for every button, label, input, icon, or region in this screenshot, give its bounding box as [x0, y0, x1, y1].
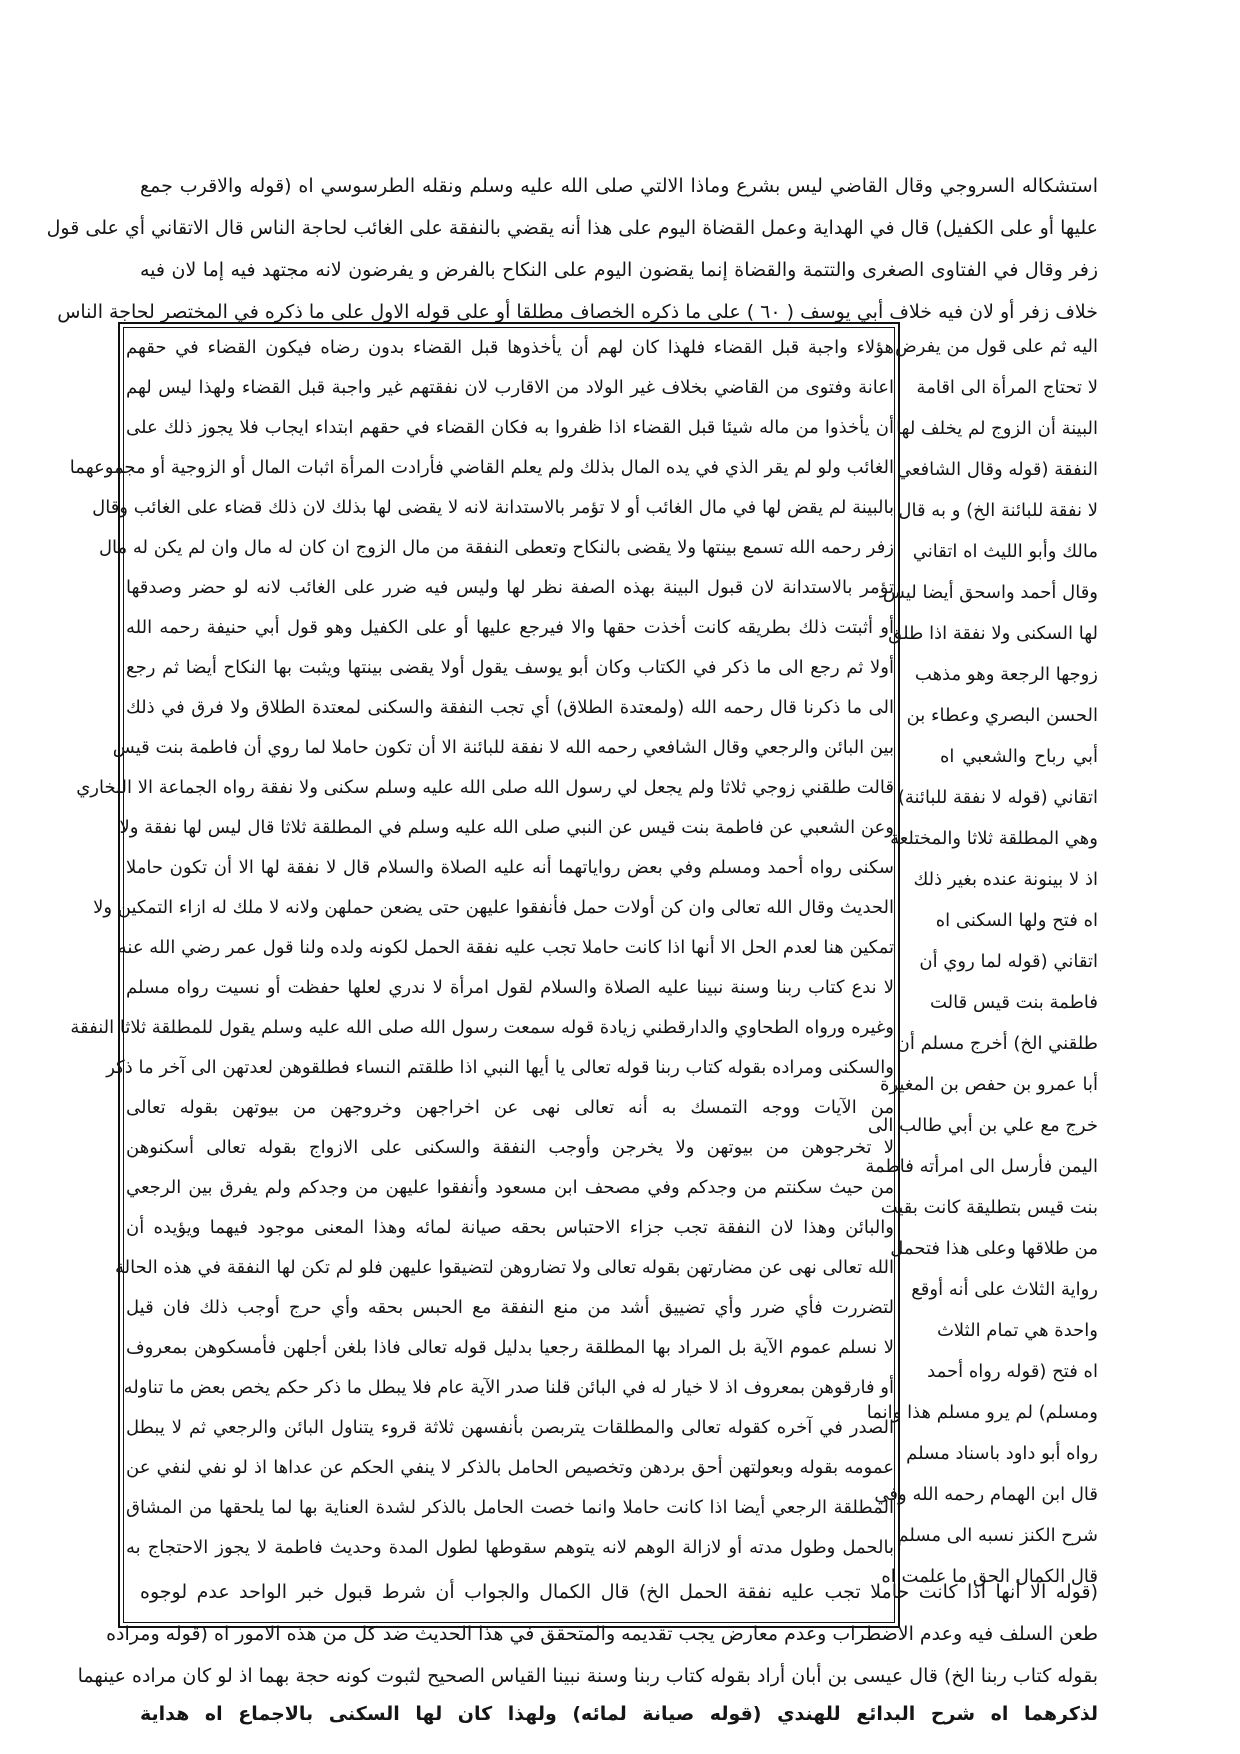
text-line: أولا ثم رجع الى ما ذكر في الكتاب وكان أبو يوسف يقول أولا يقضى بينتها ويثبت بها النكاح أيضا ثم رجع	[126, 657, 894, 678]
text-line: الغائب ولو لم يقر الذي في يده المال بذلك ولم يعلم القاضي فأرادت المرأة اثبات المال أو الزوجية أو مجموعهما	[69, 457, 894, 478]
text-line: فاطمة بنت قيس قالت	[930, 992, 1098, 1013]
text-line: اليه ثم على قول من يفرض	[894, 336, 1098, 357]
text-line: لتضررت فأي ضرر وأي تضييق أشد من منع النفقة مع الحبس بحقه وأي حرج أوجب ذلك فان قيل	[126, 1297, 894, 1318]
text-line: لا نسلم عموم الآية بل المراد بها المطلقة رجعيا بدليل قوله تعالى فاذا بلغن أجلهن فأمسكوهن بمعروف	[126, 1337, 894, 1358]
text-line: لا تحتاج المرأة الى اقامة	[916, 377, 1098, 398]
text-line: لا ندع كتاب ربنا وسنة نبينا عليه الصلاة والسلام لقول امرأة لا ندري لعلها حفظت أو نسيت رواه مسلم	[126, 977, 894, 998]
text-line: المطلقة الرجعي أيضا اذا كانت حاملا وانما خصت الحامل بالذكر لشدة العناية بها لما يلحقها من المشاق	[126, 1497, 894, 1518]
text-line: قال ابن الهمام رحمه الله وفي	[874, 1484, 1098, 1505]
text-line: اتقاني (قوله لا نفقة للبائنة)	[897, 787, 1098, 808]
text-line: بالبينة لم يقض لها في مال الغائب أو لا تؤمر بالاستدانة لانه لا يقضى لها بذلك لان ذلك قضاء على الغائب وقال	[92, 497, 894, 518]
text-line: اتقاني (قوله لما روي أن	[919, 951, 1098, 972]
text-line: بقوله كتاب ربنا الخ) قال عيسى بن أبان أراد بقوله كتاب ربنا وسنة نبينا القياس الصحيح لثبوت كونه حجة بهما اذ لو كان مراده عينهما	[77, 1665, 1098, 1687]
text-line: لا تخرجوهن من بيوتهن ولا يخرجن وأوجب النفقة والسكنى على الازواج بقوله تعالى أسكنوهن	[126, 1137, 894, 1158]
text-line: خرج مع علي بن أبي طالب الى	[867, 1115, 1098, 1136]
text-line: بنت قيس بتطليقة كانت بقيت	[880, 1197, 1098, 1218]
text-line: اه فتح (قوله رواه أحمد	[927, 1361, 1098, 1382]
text-line: أن يأخذوا من ماله شيئا قبل القضاء اذا ظفروا به فكان القضاء في حقهم ابتداء ايجاب فلا يجوز ذلك على	[126, 417, 894, 438]
text-line: طلقني الخ) أخرج مسلم أن	[896, 1033, 1098, 1054]
text-line: رواه أبو داود باسناد مسلم	[906, 1443, 1098, 1464]
text-line: اه فتح ولها السكنى اه	[935, 910, 1098, 931]
text-line: زوجها الرجعة وهو مذهب	[914, 664, 1098, 685]
text-line: قال الكمال الحق ما علمت اه	[881, 1566, 1098, 1587]
text-line: لذكرهما اه شرح البدائع للهندي (قوله صيانة لمائه) ولهذا كان لها السكنى بالاجماع اه هداية	[140, 1703, 1098, 1725]
text-line: أبا عمرو بن حفص بن المغيرة	[880, 1074, 1098, 1095]
text-line: النفقة (قوله وقال الشافعي	[896, 459, 1098, 480]
text-line: زفر وقال في الفتاوى الصغرى والتتمة والقضاة إنما يقضون اليوم على النكاح بالفرض و يفرضون لانه مجتهد فيه إما لان فيه	[140, 259, 1098, 281]
text-line: هؤلاء واجبة قبل القضاء فلهذا كان لهم أن يأخذوها قبل القضاء بدون رضاه فيكون القضاء في حقهم	[126, 337, 894, 358]
text-line: الحسن البصري وعطاء بن	[906, 705, 1098, 726]
text-line: والبائن وهذا لان النفقة تجب جزاء الاحتباس بحقه صيانة لمائه وهذا المعنى موجود فيهما ويؤيده أن	[126, 1217, 894, 1238]
text-line: تؤمر بالاستدانة لان قبول البينة بهذه الصفة نظر لها وليس فيه ضرر على الغائب لانه لو حضر وصدقها	[126, 577, 894, 598]
text-line: بين البائن والرجعي وقال الشافعي رحمه الله لا نفقة للبائنة الا أن تكون حاملا لما روي أن فاطمة بنت قيس	[112, 737, 894, 758]
text-line: قالت طلقني زوجي ثلاثا ولم يجعل لي رسول الله صلى الله عليه وسلم سكنى ولا نفقة رواه الجماعة الا البخاري	[76, 777, 894, 798]
text-line: الحديث وقال الله تعالى وان كن أولات حمل فأنفقوا عليهن حتى يضعن حملهن ولانه لا ملك له ازاء التمكين ولا	[93, 897, 894, 918]
text-line: من حيث سكنتم من وجدكم وفي مصحف ابن مسعود وأنفقوا عليهن من وجدكم ولم يفرق بين الرجعي	[126, 1177, 894, 1198]
text-line: والسكنى ومراده بقوله كتاب ربنا قوله تعالى يا أيها النبي اذا طلقتم النساء فطلقوهن لعدتهن الى آخر ما ذكر	[106, 1057, 894, 1078]
text-line: واحدة هي تمام الثلاث	[936, 1320, 1098, 1341]
text-line: البينة أن الزوج لم يخلف لها	[896, 418, 1098, 439]
text-line: عليها أو على الكفيل) قال في الهداية وعمل القضاة اليوم على هذا أنه يقضي بالنفقة على الغائب لحاجة الناس قال الاتقاني أي على قول	[46, 217, 1098, 239]
text-line: من الآيات ووجه التمسك به أنه تعالى نهى عن اخراجهن وخروجهن من بيوتهن بقوله تعالى	[126, 1097, 894, 1118]
text-line: لا نفقة للبائنة الخ) و به قال	[898, 500, 1098, 521]
text-line: طعن السلف فيه وعدم الاضطراب وعدم معارض يجب تقديمه والمتحقق في هذا الحديث ضد كل من هذه الامور اه (قوله ومراده	[106, 1623, 1098, 1645]
text-line: رواية الثلاث على أنه أوقع	[911, 1279, 1098, 1300]
text-line: بالحمل وطول مدته أو لازالة الوهم لانه يتوهم سقوطها لطول المدة وحديث فاطمة لا يجوز الاحتجاج به	[126, 1537, 894, 1558]
text-line: أبي رباح والشعبي اه	[940, 746, 1098, 767]
text-line: لها السكنى ولا نفقة اذا طلق	[888, 623, 1098, 644]
text-line: وقال أحمد واسحق أيضا ليس	[882, 582, 1098, 603]
text-line: ومسلم) لم يرو مسلم هذا وانما	[866, 1402, 1098, 1423]
text-line: (قوله الا أنها اذا كانت حاملا تجب عليه نفقة الحمل الخ) قال الكمال والجواب أن شرط قبول خبر الواحد عدم لوجوه	[140, 1581, 1098, 1603]
text-line: وعن الشعبي عن فاطمة بنت قيس عن النبي صلى الله عليه وسلم في المطلقة ثلاثا قال ليس لها نفقة ولا	[119, 817, 894, 838]
text-line: الى ما ذكرنا قال رحمه الله (ولمعتدة الطلاق) أي تجب النفقة والسكنى لمعتدة الطلاق ولا فرق في ذلك	[126, 697, 894, 718]
text-line: استشكاله السروجي وقال القاضي ليس بشرع وماذا الالتي صلى الله عليه وسلم ونقله الطرسوسي اه (قوله والاقرب جمع	[140, 175, 1098, 197]
text-line: من طلاقها وعلى هذا فتحمل	[890, 1238, 1098, 1259]
text-line: الله تعالى نهى عن مضارتهن بقوله تعالى ولا تضاروهن لتضيقوا عليهن فلو لم تكن لها النفقة في هذه الحالة	[114, 1257, 894, 1278]
text-line: اذ لا بينونة عنده بغير ذلك	[913, 869, 1098, 890]
text-line: اليمن فأرسل الى امرأته فاطمة	[865, 1156, 1098, 1177]
text-line: وغيره ورواه الطحاوي والدارقطني زيادة قوله سمعت رسول الله صلى الله عليه وسلم يقول للمطلقة ثلاثا النفقة	[70, 1017, 894, 1038]
text-line: شرح الكنز نسبه الى مسلم	[897, 1525, 1098, 1546]
text-line: خلاف زفر أو لان فيه خلاف أبي يوسف ( ٦٠ ) على ما ذكره الخصاف مطلقا أو على قوله الاول على ما ذكره في المختصر لحاجة الناس	[57, 301, 1098, 323]
text-line: عمومه بقوله وبعولتهن أحق بردهن وتخصيص الحامل بالذكر لا ينفي الحكم عن عداها اذ لو نفي لنفي عن	[126, 1457, 894, 1478]
text-line: أو أثبتت ذلك بطريقه كانت أخذت حقها والا فيرجع عليها أو على الكفيل وهو قول أبي حنيفة رحمه الله	[126, 617, 894, 638]
text-line: اعانة وفتوى من القاضي بخلاف غير الولاد من الاقارب لان نفقتهم غير واجبة قبل القضاء ولهذا ليس لهم	[126, 377, 894, 398]
text-line: زفر رحمه الله تسمع بينتها ولا يقضى بالنكاح وتعطى النفقة من مال الزوج ان كان له مال وان لم يكن له مال	[98, 537, 894, 558]
text-line: سكنى رواه أحمد ومسلم وفي بعض رواياتهما أنه عليه الصلاة والسلام قال لا نفقة لها الا أن تكون حاملا	[126, 857, 894, 878]
text-line: مالك وأبو الليث اه اتقاني	[912, 541, 1098, 562]
text-line: وهي المطلقة ثلاثا والمختلعة	[890, 828, 1098, 849]
text-line: الصدر في آخره كقوله تعالى والمطلقات يتربصن بأنفسهن ثلاثة قروء يتناول البائن والرجعي ثم لا يبطل	[126, 1417, 894, 1438]
text-line: أو فارقوهن بمعروف اذ لا خيار له في البائن قلنا صدر الآية عام فلا يبطل ما ذكر حكم يخص بعض ما تناوله	[123, 1377, 894, 1398]
text-line: تمكين هنا لعدم الحل الا أنها اذا كانت حاملا تجب عليه نفقة الحمل لكونه ولده ولنا قول عمر رضي الله عنه	[117, 937, 894, 958]
